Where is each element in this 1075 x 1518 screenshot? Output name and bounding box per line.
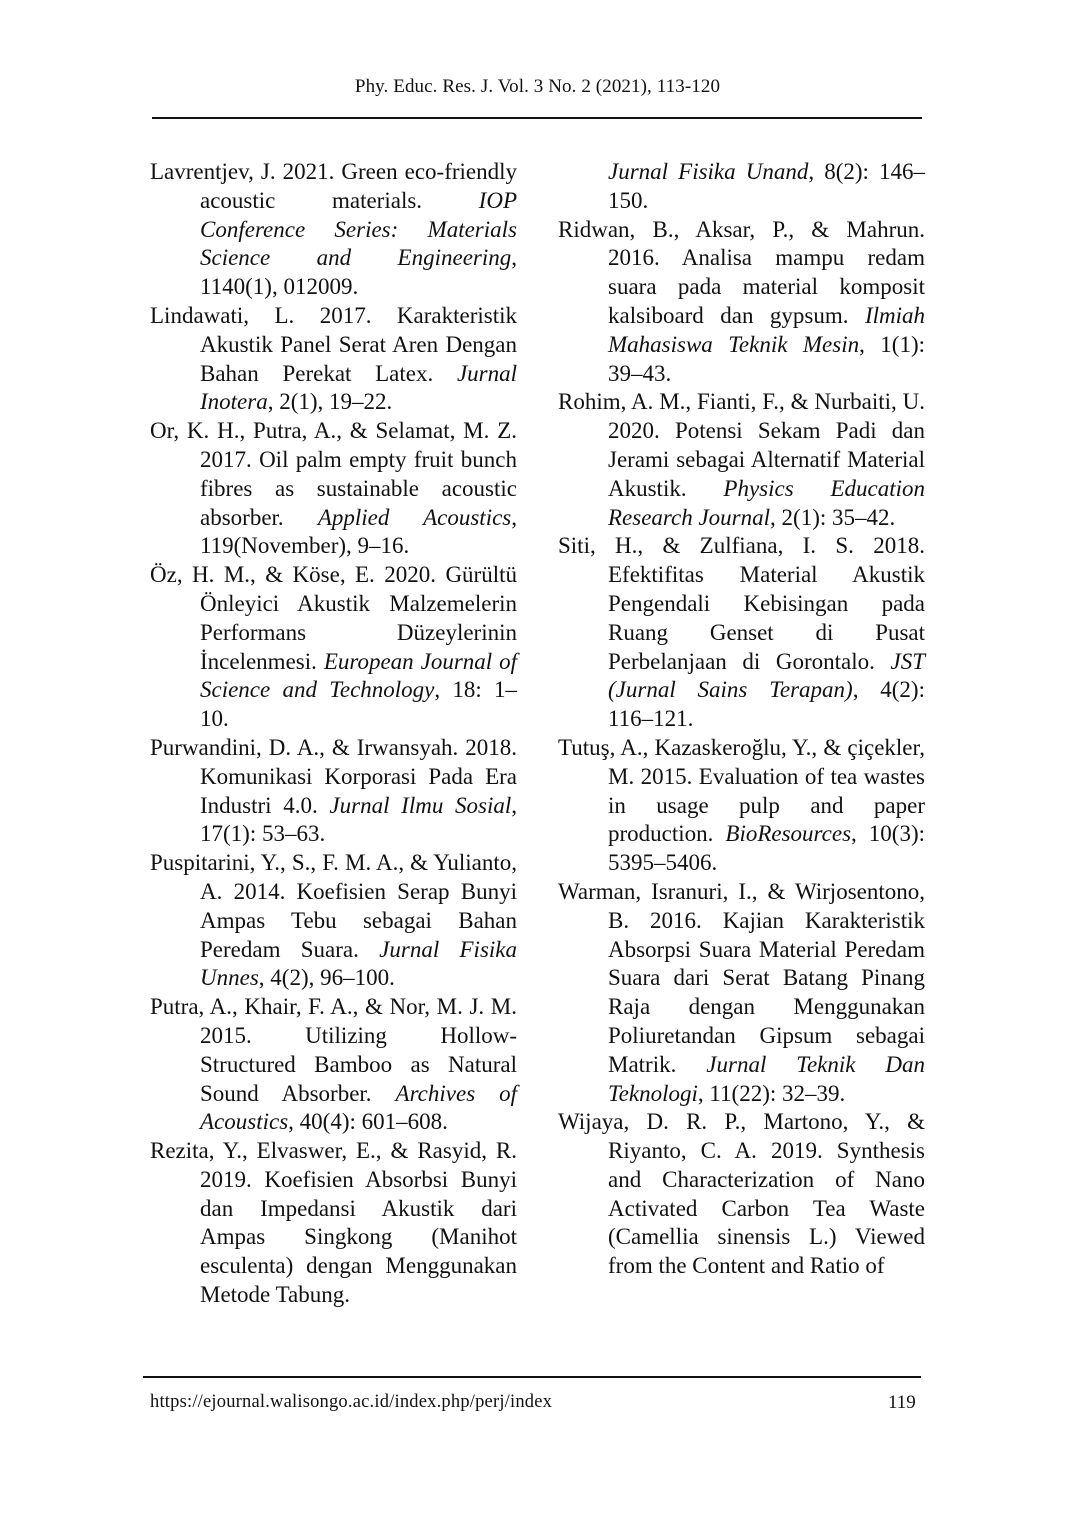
reference-source: IOP Conference Series: Materials Science and Engineering <box>200 187 517 271</box>
reference-text: Or, K. H., Putra, A., & Selamat, M. Z. 2017. Oil palm empty fruit bunch fibres as sustainable acoustic absorber. <box>150 418 517 530</box>
reference-source: Applied Acoustics <box>317 504 512 530</box>
reference-source: Physics Education Research Journal <box>608 475 926 530</box>
reference-details: , 2(1): 35–42. <box>770 504 896 530</box>
reference-source: Jurnal Ilmu Sosial <box>329 792 512 818</box>
reference-text: Lavrentjev, J. 2021. Green eco-friendly acoustic materials. <box>150 159 517 213</box>
reference-entry <box>558 734 925 878</box>
reference-text: Wijaya, D. R. P., Martono, Y., & Riyanto, C. A. 2019. Synthesis and Characterization of Nano Activated Carbon Tea Waste (Camellia sinensis L.) Viewed from the Content and Ratio of <box>558 1109 925 1279</box>
header-rule <box>152 117 922 119</box>
reference-entry <box>150 417 517 561</box>
footer-rule <box>143 1376 921 1378</box>
reference-entry <box>150 1137 517 1310</box>
reference-details: , 11(22): 32–39. <box>697 1080 846 1106</box>
reference-details: , 2(1), 19–22. <box>267 389 393 415</box>
reference-text: Putra, A., Khair, F. A., & Nor, M. J. M. 2015. Utilizing Hollow-Structured Bamboo as Natural Sound Absorber. <box>150 994 517 1106</box>
reference-source: BioResources <box>725 821 852 847</box>
reference-details: , 4(2), 96–100. <box>258 965 395 991</box>
reference-source: Jurnal Fisika Unand <box>608 159 809 184</box>
reference-text: Lindawati, L. 2017. Karakteristik Akustik Panel Serat Aren Dengan Bahan Perekat Latex. <box>150 302 517 386</box>
reference-source: Jurnal Fisika Unnes <box>200 936 517 991</box>
reference-entry-continued <box>558 158 925 216</box>
reference-text: Rezita, Y., Elvaswer, E., & Rasyid, R. 2019. Koefisien Absorbsi Bunyi dan Impedansi Akustik dari Ampas Singkong (Manihot esculenta) dengan Menggunakan Metode Tabung. <box>150 1138 517 1308</box>
reference-details: , 40(4): 601–608. <box>288 1109 448 1135</box>
reference-source: JST (Jurnal Sains Terapan) <box>608 648 925 703</box>
reference-source: Jurnal Inotera <box>200 360 517 415</box>
reference-text: Ridwan, B., Aksar, P., & Mahrun. 2016. Analisa mampu redam suara pada material komposit kalsiboard dan gypsum. <box>558 216 925 328</box>
reference-entry <box>150 734 517 849</box>
reference-details: , 10(3): 5395–5406. <box>608 821 925 876</box>
references-right-column <box>558 158 925 1281</box>
reference-source: Ilmiah Mahasiswa Teknik Mesin <box>608 302 925 357</box>
reference-text: Warman, Isranuri, I., & Wirjosentono, B. 2016. Kajian Karakteristik Absorpsi Suara Material Peredam Suara dari Serat Batang Pinang Raja dengan Menggunakan Poliuretandan Gipsum sebagai Matrik. <box>558 878 925 1077</box>
reference-entry <box>558 1108 925 1281</box>
reference-entry <box>150 849 517 993</box>
reference-details: , 8(2): 146–150. <box>608 159 925 213</box>
reference-details: , 1(1): 39–43. <box>608 331 925 386</box>
running-header: Phy. Educ. Res. J. Vol. 3 No. 2 (2021), 113-120 <box>354 76 721 97</box>
reference-text: Öz, H. M., & Köse, E. 2020. Gürültü Önleyici Akustik Malzemelerin Performans Düzeylerinin İncelenmesi. <box>150 562 517 674</box>
reference-details: , 1140(1), 012009. <box>200 245 517 300</box>
reference-details: , 4(2): 116–121. <box>608 677 925 732</box>
reference-entry <box>558 878 925 1108</box>
reference-entry <box>558 388 925 532</box>
reference-text: Puspitarini, Y., S., F. M. A., & Yulianto, A. 2014. Koefisien Serap Bunyi Ampas Tebu sebagai Bahan Peredam Suara. <box>150 850 517 962</box>
reference-text: Tutuş, A., Kazaskeroğlu, Y., & çiçekler, M. 2015. Evaluation of tea wastes in usage pulp and paper production. <box>558 734 925 847</box>
reference-source: European Journal of Science and Technology <box>200 648 517 703</box>
reference-details: , 119(November), 9–16. <box>200 504 517 559</box>
reference-entry <box>150 561 517 734</box>
reference-text: Rohim, A. M., Fianti, F., & Nurbaiti, U. 2020. Potensi Sekam Padi dan Jerami sebagai Alternatif Material Akustik. <box>558 389 925 501</box>
reference-entry <box>150 158 517 302</box>
reference-text: Siti, H., & Zulfiana, I. S. 2018. Efektifitas Material Akustik Pengendali Kebisingan pada Ruang Genset di Pusat Perbelanjaan di Gorontalo. <box>558 533 925 674</box>
reference-entry <box>150 302 517 417</box>
footer-url: https://ejournal.walisongo.ac.id/index.php/perj/index <box>150 1392 553 1412</box>
reference-source: Archives of Acoustics <box>200 1080 517 1135</box>
reference-details: , 17(1): 53–63. <box>200 792 517 847</box>
page-number: 119 <box>888 1392 916 1413</box>
reference-source: Jurnal Teknik Dan Teknologi <box>608 1051 925 1106</box>
reference-details: , 18: 1–10. <box>200 677 517 732</box>
references-left-column <box>150 158 517 1310</box>
reference-entry <box>558 216 925 389</box>
reference-entry <box>558 532 925 734</box>
reference-entry <box>150 993 517 1137</box>
reference-text: Purwandini, D. A., & Irwansyah. 2018. Komunikasi Korporasi Pada Era Industri 4.0. <box>150 734 517 818</box>
